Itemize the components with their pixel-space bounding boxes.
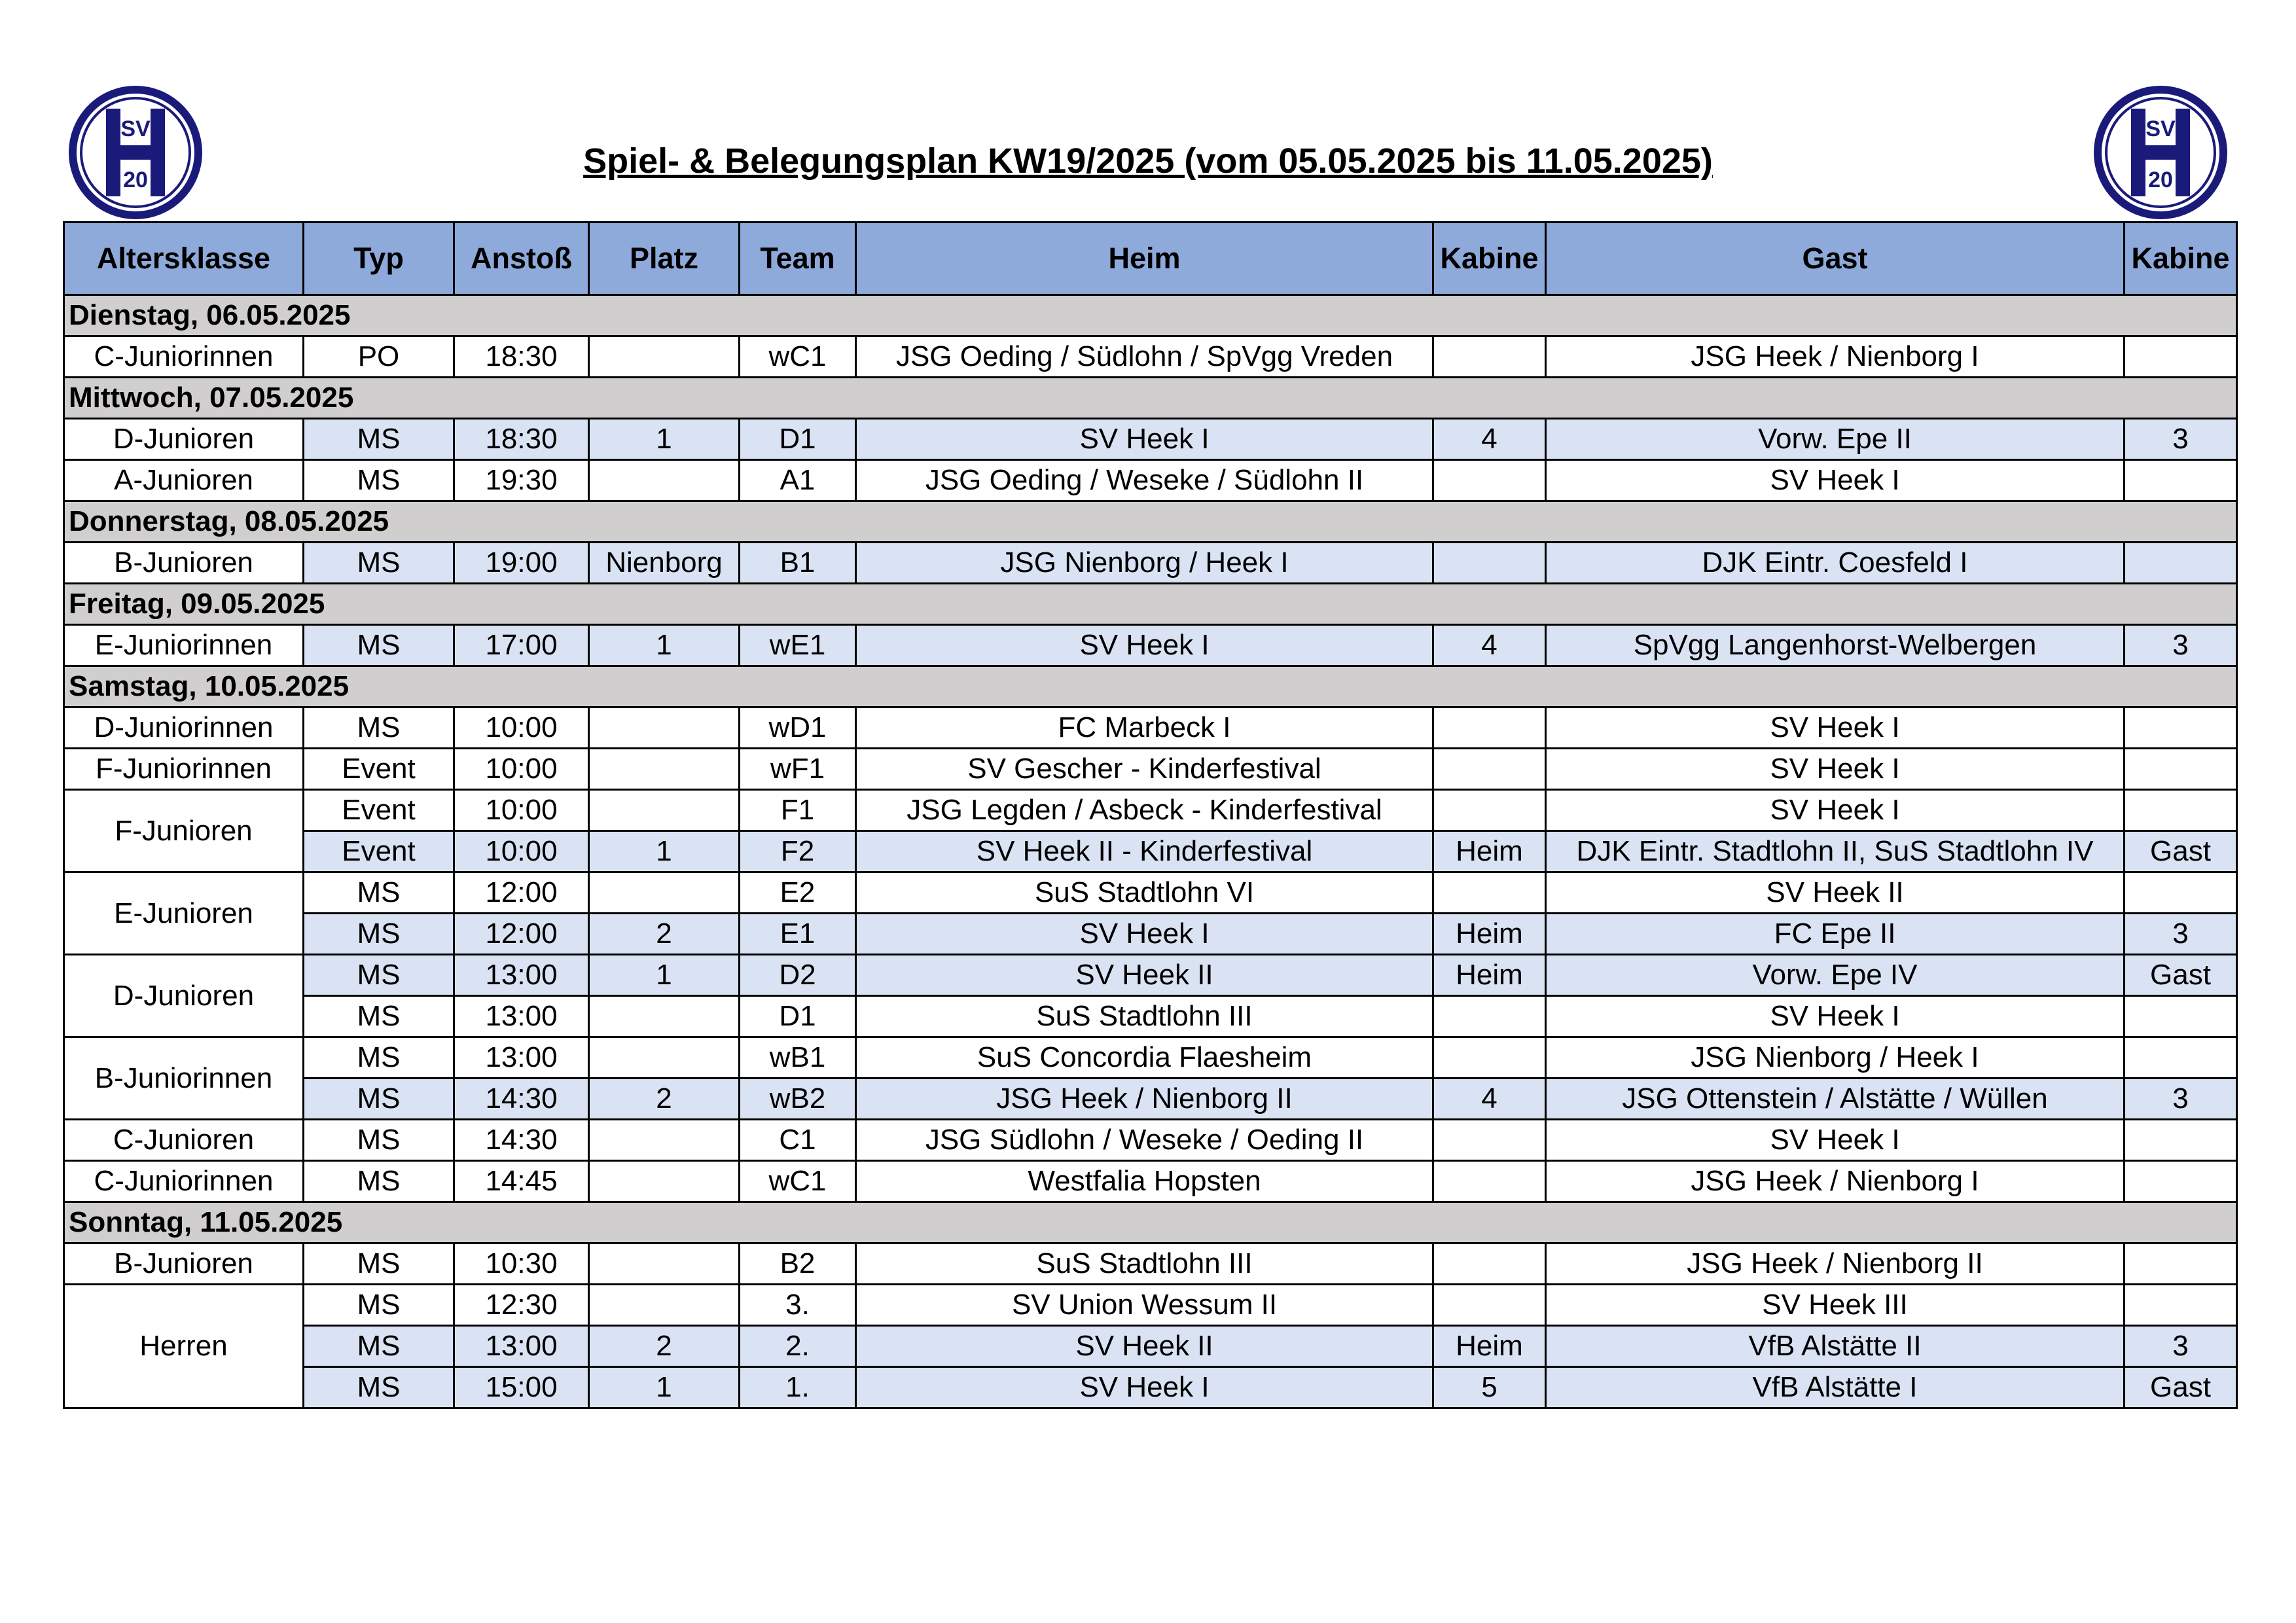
cell-altersklasse: D-Junioren <box>64 419 304 460</box>
cell-team: D1 <box>740 419 856 460</box>
cell-altersklasse: F-Junioren <box>64 790 304 872</box>
header-heim: Heim <box>856 223 1433 295</box>
cell-platz <box>589 749 740 790</box>
cell-platz: 2 <box>589 914 740 955</box>
cell-platz <box>589 996 740 1037</box>
cell-kabine-heim <box>1433 872 1546 914</box>
cell-gast: SV Heek I <box>1546 1120 2125 1161</box>
cell-team: wB2 <box>740 1079 856 1120</box>
day-label: Dienstag, 06.05.2025 <box>64 295 2237 336</box>
table-row <box>64 625 2237 666</box>
cell-gast: SpVgg Langenhorst-Welbergen <box>1546 625 2125 666</box>
cell-heim: JSG Oeding / Weseke / Südlohn II <box>856 460 1433 501</box>
cell-team: wC1 <box>740 1161 856 1202</box>
schedule-table <box>63 221 2238 1409</box>
cell-anstoss: 19:30 <box>454 460 589 501</box>
cell-kabine-heim <box>1433 707 1546 749</box>
cell-kabine-heim <box>1433 336 1546 378</box>
cell-anstoss: 13:00 <box>454 1037 589 1079</box>
cell-gast: FC Epe II <box>1546 914 2125 955</box>
cell-platz <box>589 336 740 378</box>
table-row <box>64 955 2237 996</box>
cell-gast: JSG Nienborg / Heek I <box>1546 1037 2125 1079</box>
cell-kabine-gast: 3 <box>2125 625 2237 666</box>
cell-kabine-heim: 4 <box>1433 625 1546 666</box>
cell-gast: SV Heek I <box>1546 790 2125 831</box>
cell-platz: 1 <box>589 831 740 872</box>
cell-team: wE1 <box>740 625 856 666</box>
day-label: Mittwoch, 07.05.2025 <box>64 378 2237 419</box>
cell-gast: SV Heek I <box>1546 996 2125 1037</box>
cell-platz: 1 <box>589 419 740 460</box>
cell-kabine-heim: Heim <box>1433 1326 1546 1367</box>
cell-platz: 1 <box>589 625 740 666</box>
table-row <box>64 1037 2237 1079</box>
cell-team: wB1 <box>740 1037 856 1079</box>
table-row <box>64 914 2237 955</box>
cell-typ: MS <box>304 1243 454 1285</box>
cell-kabine-gast <box>2125 543 2237 584</box>
cell-kabine-gast <box>2125 790 2237 831</box>
cell-altersklasse: D-Juniorinnen <box>64 707 304 749</box>
table-row <box>64 872 2237 914</box>
schedule-body <box>64 295 2237 1408</box>
table-row <box>64 1161 2237 1202</box>
cell-altersklasse: E-Junioren <box>64 872 304 955</box>
table-row <box>64 1367 2237 1408</box>
cell-gast: VfB Alstätte I <box>1546 1367 2125 1408</box>
cell-typ: MS <box>304 543 454 584</box>
day-header-row <box>64 584 2237 625</box>
cell-anstoss: 14:30 <box>454 1120 589 1161</box>
svg-text:20: 20 <box>2148 168 2173 192</box>
cell-anstoss: 10:30 <box>454 1243 589 1285</box>
table-row <box>64 831 2237 872</box>
cell-altersklasse: B-Juniorinnen <box>64 1037 304 1120</box>
cell-kabine-gast <box>2125 996 2237 1037</box>
table-row <box>64 1243 2237 1285</box>
table-row <box>64 460 2237 501</box>
cell-team: C1 <box>740 1120 856 1161</box>
cell-altersklasse: D-Junioren <box>64 955 304 1037</box>
cell-heim: SuS Stadtlohn III <box>856 1243 1433 1285</box>
cell-anstoss: 13:00 <box>454 996 589 1037</box>
cell-altersklasse: E-Juniorinnen <box>64 625 304 666</box>
cell-anstoss: 19:00 <box>454 543 589 584</box>
header-platz: Platz <box>589 223 740 295</box>
header-team: Team <box>740 223 856 295</box>
cell-typ: MS <box>304 1079 454 1120</box>
cell-platz: Nienborg <box>589 543 740 584</box>
cell-heim: SV Union Wessum II <box>856 1285 1433 1326</box>
cell-typ: MS <box>304 1367 454 1408</box>
cell-gast: DJK Eintr. Coesfeld I <box>1546 543 2125 584</box>
table-row <box>64 790 2237 831</box>
cell-kabine-heim: Heim <box>1433 831 1546 872</box>
cell-team: A1 <box>740 460 856 501</box>
cell-platz <box>589 1120 740 1161</box>
page-title: Spiel- & Belegungsplan KW19/2025 (vom 05.05.2025 bis 11.05.2025) <box>583 141 1713 181</box>
cell-typ: MS <box>304 460 454 501</box>
cell-typ: Event <box>304 790 454 831</box>
header-gast: Gast <box>1546 223 2125 295</box>
cell-heim: SV Heek I <box>856 625 1433 666</box>
cell-team: E2 <box>740 872 856 914</box>
cell-kabine-heim <box>1433 996 1546 1037</box>
header-kabine-gast: Kabine <box>2125 223 2237 295</box>
table-row <box>64 1326 2237 1367</box>
cell-anstoss: 13:00 <box>454 1326 589 1367</box>
table-row <box>64 1120 2237 1161</box>
cell-team: E1 <box>740 914 856 955</box>
cell-kabine-gast <box>2125 872 2237 914</box>
cell-anstoss: 13:00 <box>454 955 589 996</box>
cell-gast: DJK Eintr. Stadtlohn II, SuS Stadtlohn IV <box>1546 831 2125 872</box>
day-header-row <box>64 295 2237 336</box>
cell-gast: Vorw. Epe IV <box>1546 955 2125 996</box>
cell-heim: SV Heek II <box>856 1326 1433 1367</box>
cell-altersklasse: C-Junioren <box>64 1120 304 1161</box>
cell-team: F1 <box>740 790 856 831</box>
cell-kabine-gast <box>2125 460 2237 501</box>
cell-altersklasse: Herren <box>64 1285 304 1408</box>
cell-anstoss: 12:00 <box>454 872 589 914</box>
cell-typ: MS <box>304 872 454 914</box>
day-header-row <box>64 1202 2237 1243</box>
cell-anstoss: 18:30 <box>454 336 589 378</box>
cell-heim: FC Marbeck I <box>856 707 1433 749</box>
cell-platz: 2 <box>589 1326 740 1367</box>
cell-kabine-heim <box>1433 1285 1546 1326</box>
cell-kabine-gast <box>2125 1243 2237 1285</box>
cell-kabine-heim: 4 <box>1433 419 1546 460</box>
cell-team: wF1 <box>740 749 856 790</box>
cell-team: D2 <box>740 955 856 996</box>
table-row <box>64 336 2237 378</box>
header-typ: Typ <box>304 223 454 295</box>
table-row <box>64 707 2237 749</box>
cell-altersklasse: B-Junioren <box>64 1243 304 1285</box>
cell-anstoss: 14:30 <box>454 1079 589 1120</box>
cell-heim: SV Heek II <box>856 955 1433 996</box>
day-header-row <box>64 666 2237 707</box>
cell-gast: VfB Alstätte II <box>1546 1326 2125 1367</box>
cell-anstoss: 10:00 <box>454 831 589 872</box>
cell-anstoss: 10:00 <box>454 749 589 790</box>
cell-anstoss: 12:30 <box>454 1285 589 1326</box>
cell-anstoss: 10:00 <box>454 707 589 749</box>
cell-heim: SV Heek I <box>856 914 1433 955</box>
cell-altersklasse: C-Juniorinnen <box>64 1161 304 1202</box>
day-label: Freitag, 09.05.2025 <box>64 584 2237 625</box>
cell-gast: SV Heek I <box>1546 749 2125 790</box>
cell-anstoss: 17:00 <box>454 625 589 666</box>
cell-gast: SV Heek III <box>1546 1285 2125 1326</box>
cell-platz <box>589 872 740 914</box>
cell-team: wD1 <box>740 707 856 749</box>
cell-typ: PO <box>304 336 454 378</box>
cell-anstoss: 12:00 <box>454 914 589 955</box>
cell-kabine-gast <box>2125 1161 2237 1202</box>
svg-text:SV: SV <box>120 116 151 141</box>
day-header-row <box>64 378 2237 419</box>
cell-typ: MS <box>304 1120 454 1161</box>
cell-platz <box>589 790 740 831</box>
cell-kabine-heim: Heim <box>1433 955 1546 996</box>
cell-typ: MS <box>304 1285 454 1326</box>
cell-altersklasse: B-Junioren <box>64 543 304 584</box>
cell-kabine-heim <box>1433 1037 1546 1079</box>
cell-typ: MS <box>304 707 454 749</box>
cell-heim: JSG Heek / Nienborg II <box>856 1079 1433 1120</box>
day-label: Sonntag, 11.05.2025 <box>64 1202 2237 1243</box>
table-row <box>64 543 2237 584</box>
cell-typ: MS <box>304 955 454 996</box>
cell-altersklasse: C-Juniorinnen <box>64 336 304 378</box>
cell-kabine-gast <box>2125 1285 2237 1326</box>
cell-typ: MS <box>304 914 454 955</box>
table-row <box>64 749 2237 790</box>
cell-heim: SV Heek I <box>856 419 1433 460</box>
cell-heim: SV Heek I <box>856 1367 1433 1408</box>
cell-heim: JSG Legden / Asbeck - Kinderfestival <box>856 790 1433 831</box>
cell-heim: SuS Stadtlohn VI <box>856 872 1433 914</box>
cell-kabine-gast: Gast <box>2125 955 2237 996</box>
svg-text:20: 20 <box>123 168 148 192</box>
cell-typ: MS <box>304 1037 454 1079</box>
table-header-row <box>64 223 2237 295</box>
cell-gast: JSG Heek / Nienborg I <box>1546 336 2125 378</box>
day-header-row <box>64 501 2237 543</box>
cell-typ: MS <box>304 996 454 1037</box>
cell-kabine-gast <box>2125 1120 2237 1161</box>
cell-gast: JSG Heek / Nienborg I <box>1546 1161 2125 1202</box>
cell-kabine-gast: 3 <box>2125 914 2237 955</box>
cell-typ: MS <box>304 1326 454 1367</box>
cell-kabine-heim <box>1433 1161 1546 1202</box>
day-label: Samstag, 10.05.2025 <box>64 666 2237 707</box>
table-row <box>64 1285 2237 1326</box>
cell-heim: JSG Südlohn / Weseke / Oeding II <box>856 1120 1433 1161</box>
cell-kabine-gast: Gast <box>2125 1367 2237 1408</box>
cell-heim: Westfalia Hopsten <box>856 1161 1433 1202</box>
cell-platz <box>589 1243 740 1285</box>
cell-gast: JSG Ottenstein / Alstätte / Wüllen <box>1546 1079 2125 1120</box>
cell-kabine-heim <box>1433 749 1546 790</box>
svg-text:SV: SV <box>2145 116 2176 141</box>
cell-typ: MS <box>304 1161 454 1202</box>
table-row <box>64 419 2237 460</box>
cell-team: 3. <box>740 1285 856 1326</box>
cell-kabine-heim <box>1433 790 1546 831</box>
cell-kabine-gast <box>2125 707 2237 749</box>
cell-platz: 2 <box>589 1079 740 1120</box>
header-kabine-heim: Kabine <box>1433 223 1546 295</box>
cell-anstoss: 10:00 <box>454 790 589 831</box>
cell-gast: SV Heek II <box>1546 872 2125 914</box>
cell-heim: SuS Concordia Flaesheim <box>856 1037 1433 1079</box>
cell-typ: MS <box>304 419 454 460</box>
cell-gast: JSG Heek / Nienborg II <box>1546 1243 2125 1285</box>
cell-kabine-heim <box>1433 460 1546 501</box>
cell-team: 2. <box>740 1326 856 1367</box>
header-anstoss: Anstoß <box>454 223 589 295</box>
cell-kabine-gast <box>2125 749 2237 790</box>
cell-kabine-gast <box>2125 336 2237 378</box>
cell-altersklasse: F-Juniorinnen <box>64 749 304 790</box>
cell-platz <box>589 460 740 501</box>
cell-kabine-gast: Gast <box>2125 831 2237 872</box>
cell-team: wC1 <box>740 336 856 378</box>
cell-anstoss: 14:45 <box>454 1161 589 1202</box>
table-row <box>64 1079 2237 1120</box>
cell-team: B2 <box>740 1243 856 1285</box>
table-row <box>64 996 2237 1037</box>
cell-heim: SV Gescher - Kinderfestival <box>856 749 1433 790</box>
cell-anstoss: 18:30 <box>454 419 589 460</box>
cell-gast: SV Heek I <box>1546 460 2125 501</box>
cell-kabine-heim: 4 <box>1433 1079 1546 1120</box>
cell-kabine-heim: Heim <box>1433 914 1546 955</box>
cell-typ: MS <box>304 625 454 666</box>
cell-altersklasse: A-Junioren <box>64 460 304 501</box>
cell-kabine-gast: 3 <box>2125 1079 2237 1120</box>
header-altersklasse: Altersklasse <box>64 223 304 295</box>
cell-kabine-gast: 3 <box>2125 419 2237 460</box>
cell-heim: SuS Stadtlohn III <box>856 996 1433 1037</box>
cell-heim: JSG Nienborg / Heek I <box>856 543 1433 584</box>
cell-platz: 1 <box>589 1367 740 1408</box>
cell-gast: Vorw. Epe II <box>1546 419 2125 460</box>
day-label: Donnerstag, 08.05.2025 <box>64 501 2237 543</box>
cell-kabine-gast <box>2125 1037 2237 1079</box>
cell-platz <box>589 1161 740 1202</box>
cell-typ: Event <box>304 749 454 790</box>
cell-anstoss: 15:00 <box>454 1367 589 1408</box>
cell-kabine-gast: 3 <box>2125 1326 2237 1367</box>
cell-team: 1. <box>740 1367 856 1408</box>
cell-platz: 1 <box>589 955 740 996</box>
cell-team: D1 <box>740 996 856 1037</box>
cell-kabine-heim <box>1433 1243 1546 1285</box>
cell-kabine-heim: 5 <box>1433 1367 1546 1408</box>
cell-platz <box>589 1285 740 1326</box>
cell-heim: JSG Oeding / Südlohn / SpVgg Vreden <box>856 336 1433 378</box>
cell-gast: SV Heek I <box>1546 707 2125 749</box>
cell-platz <box>589 707 740 749</box>
cell-kabine-heim <box>1433 1120 1546 1161</box>
cell-team: F2 <box>740 831 856 872</box>
cell-kabine-heim <box>1433 543 1546 584</box>
cell-heim: SV Heek II - Kinderfestival <box>856 831 1433 872</box>
cell-platz <box>589 1037 740 1079</box>
cell-typ: Event <box>304 831 454 872</box>
cell-team: B1 <box>740 543 856 584</box>
